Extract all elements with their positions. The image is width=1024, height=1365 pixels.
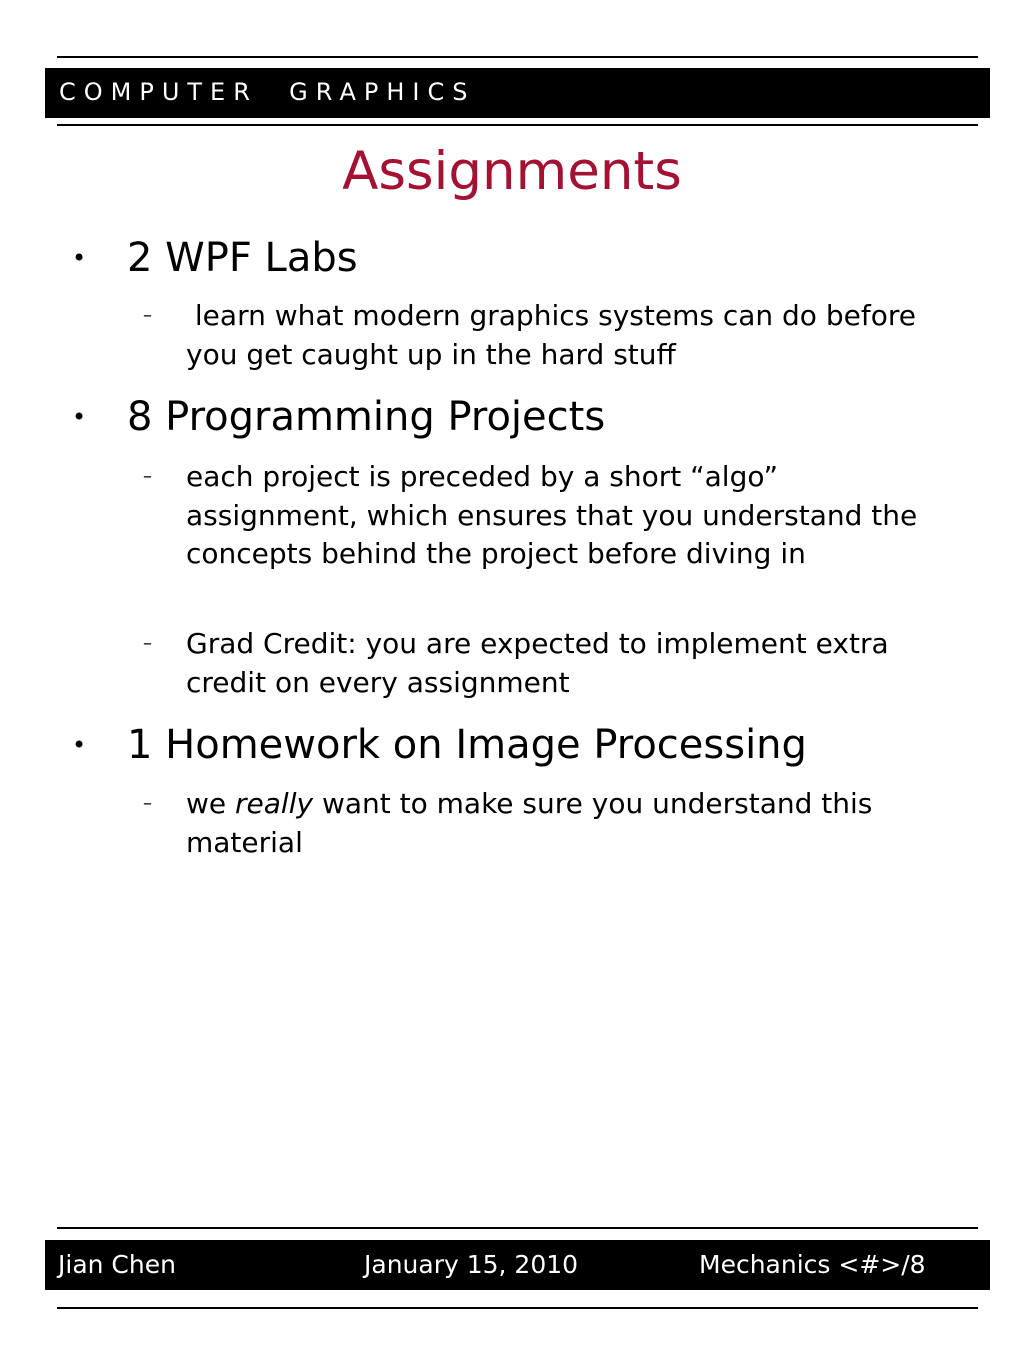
footer-author: Jian Chen bbox=[58, 1250, 176, 1279]
sub-text bbox=[186, 785, 931, 862]
sub-text-emphasis: really bbox=[235, 787, 314, 820]
bullet-text: 2 WPF Labs bbox=[127, 235, 358, 281]
footer-bar bbox=[45, 1240, 990, 1290]
dash-icon: – bbox=[143, 305, 152, 326]
bullet-text: 1 Homework on Image Processing bbox=[127, 722, 807, 768]
header-bar bbox=[45, 68, 990, 118]
dash-icon: – bbox=[143, 793, 152, 814]
sub-text-pre: we bbox=[186, 787, 236, 820]
sub-text: Grad Credit: you are expected to implement extra credit on every assignment bbox=[186, 627, 889, 699]
dash-icon: – bbox=[143, 633, 152, 654]
dash-icon: – bbox=[143, 466, 152, 487]
bullet-icon: • bbox=[72, 244, 87, 272]
header-title: COMPUTER GRAPHICS bbox=[59, 78, 476, 106]
bullet-icon: • bbox=[72, 731, 87, 759]
footer-page-number: Mechanics <#>/8 bbox=[699, 1250, 926, 1279]
footer-date: January 15, 2010 bbox=[364, 1250, 579, 1279]
bullet-text: 8 Programming Projects bbox=[127, 394, 606, 440]
sub-text: learn what modern graphics systems can do before you get caught up in the hard stuff bbox=[186, 299, 925, 371]
sub-text-post: want to make sure you understand this material bbox=[186, 787, 873, 859]
header-bottom-rule bbox=[57, 124, 978, 126]
slide-title: Assignments bbox=[342, 141, 682, 202]
header-top-rule bbox=[57, 56, 978, 58]
bullet-icon: • bbox=[72, 403, 87, 431]
sub-text: each project is preceded by a short “algo” assignment, which ensures that you understand the concepts behind the project before diving in bbox=[186, 460, 918, 570]
footer-top-rule bbox=[57, 1227, 978, 1229]
footer-bottom-rule bbox=[57, 1307, 978, 1309]
